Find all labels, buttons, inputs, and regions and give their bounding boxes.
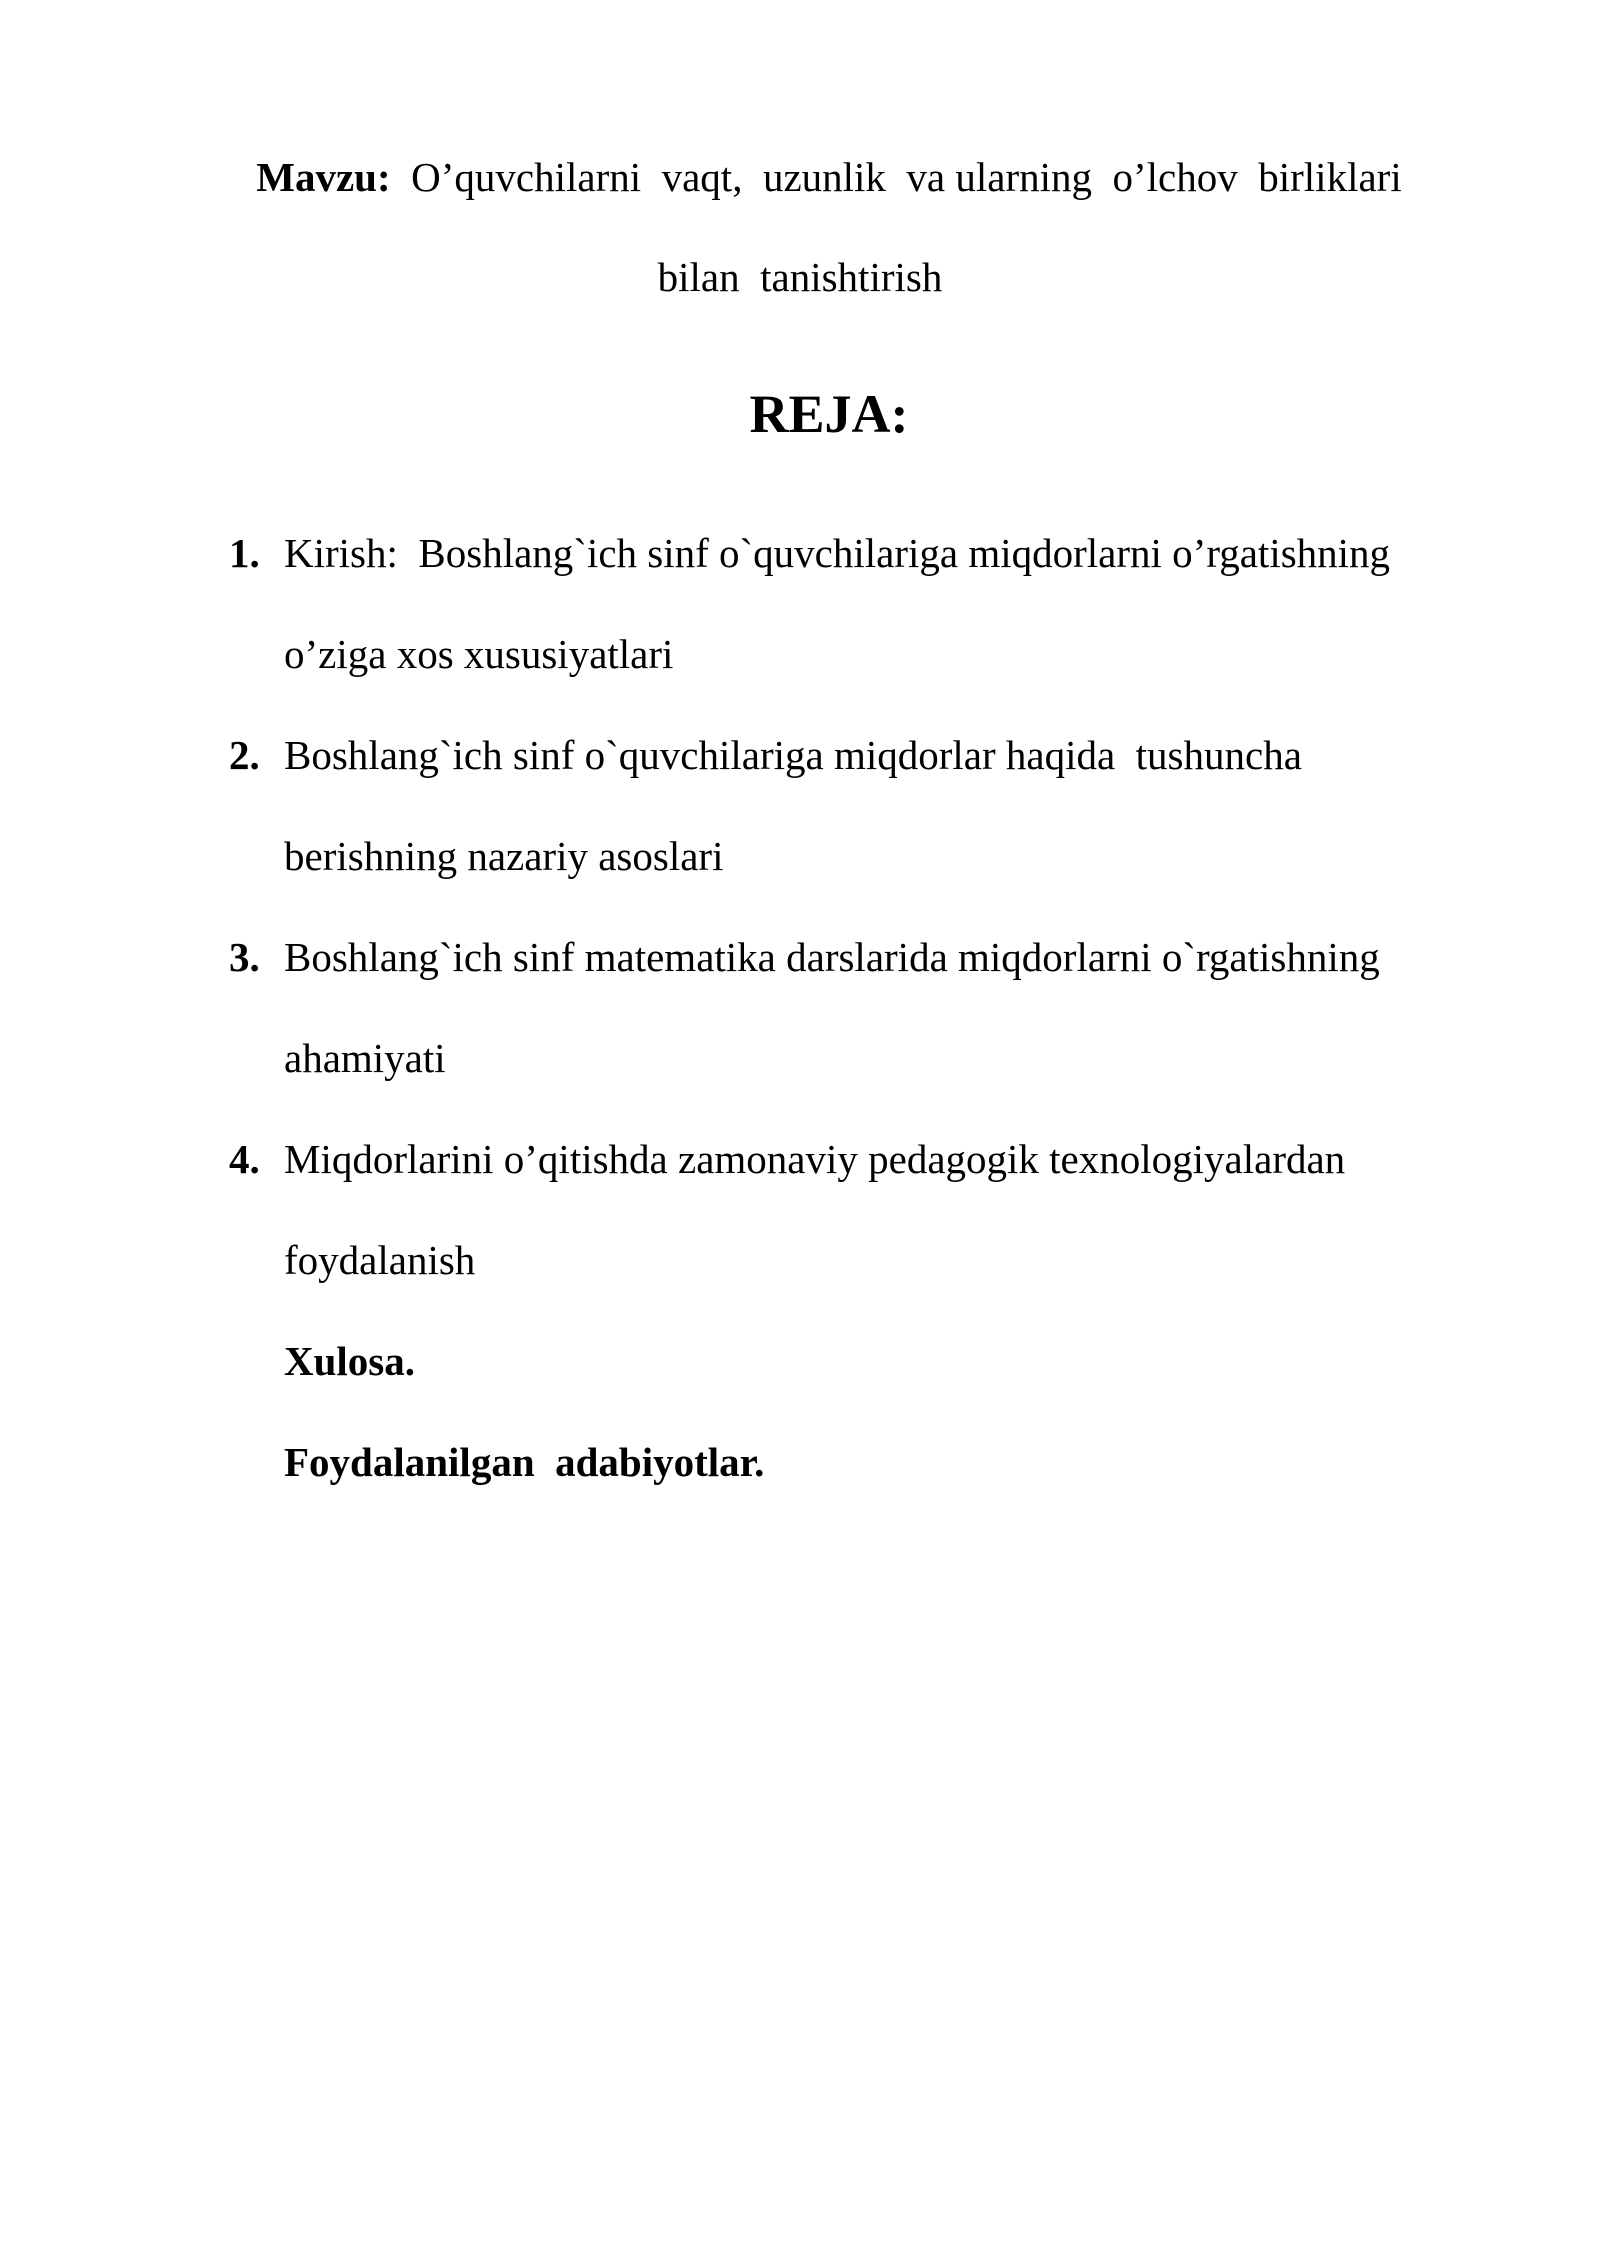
plan-heading: REJA:: [749, 384, 909, 444]
topic-title-part-2: bilan tanishtirish: [657, 254, 943, 300]
plan-item-2-number: 2.: [229, 732, 260, 778]
plan-item-3-line-2: ahamiyati: [284, 1035, 446, 1081]
plan-item-4-line-2: foydalanish: [284, 1237, 476, 1283]
conclusion-heading: Xulosa.: [284, 1338, 416, 1384]
topic-line-1: [0, 153, 1600, 201]
plan-item-2-line-1: Boshlang`ich sinf o`quvchilariga miqdorlar haqida tushuncha: [284, 732, 1302, 778]
plan-item-1-line-1: Kirish: Boshlang`ich sinf o`quvchilariga miqdorlarni o’rgatishning: [284, 530, 1391, 576]
plan-item-3-number: 3.: [229, 934, 260, 980]
plan-item-4-line-1: Miqdorlarini o’qitishda zamonaviy pedagogik texnologiyalardan: [284, 1136, 1346, 1182]
plan-item-2-line-2: berishning nazariy asoslari: [284, 833, 724, 879]
plan-item-1-line-2: o’ziga xos xususiyatlari: [284, 631, 674, 677]
plan-item-4-number: 4.: [229, 1136, 260, 1182]
topic-label: Mavzu:: [256, 154, 391, 200]
references-heading: Foydalanilgan adabiyotlar.: [284, 1439, 765, 1485]
plan-item-3-line-1: Boshlang`ich sinf matematika darslarida miqdorlarni o`rgatishning: [284, 934, 1380, 980]
plan-item-1-number: 1.: [229, 530, 260, 576]
topic-title-part-1: O’quvchilarni vaqt, uzunlik va ularning o’lchov birliklari: [411, 154, 1402, 200]
